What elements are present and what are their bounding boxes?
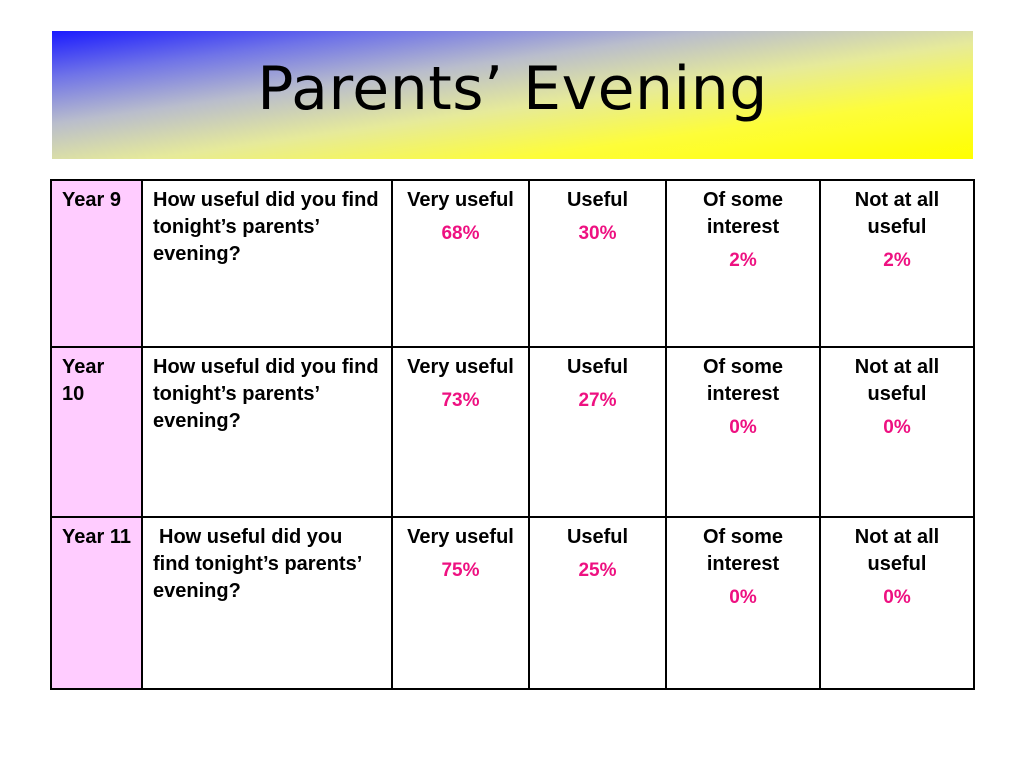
option-percent: 30% <box>578 223 617 244</box>
option-useful <box>529 180 666 347</box>
option-of-some-interest <box>666 517 820 689</box>
option-percent: 75% <box>441 560 480 581</box>
option-very-useful <box>392 517 529 689</box>
year-label: Year 10 <box>51 347 142 517</box>
option-not-at-all-useful <box>820 517 974 689</box>
option-useful <box>529 517 666 689</box>
option-label: Useful <box>566 189 629 211</box>
option-percent: 0% <box>729 417 757 438</box>
survey-results-table <box>50 179 975 690</box>
option-not-at-all-useful <box>820 180 974 347</box>
option-percent: 27% <box>578 390 617 411</box>
option-percent: 2% <box>729 250 757 271</box>
option-label: Not at all useful <box>854 356 940 405</box>
option-label: Of some interest <box>702 356 784 405</box>
option-percent: 0% <box>883 587 911 608</box>
table-row-year-11 <box>51 517 974 689</box>
option-label: Useful <box>566 526 629 548</box>
option-percent: 73% <box>441 390 480 411</box>
option-percent: 25% <box>578 560 617 581</box>
option-of-some-interest <box>666 347 820 517</box>
option-useful <box>529 347 666 517</box>
option-label: Of some interest <box>702 189 784 238</box>
year-label: Year 11 <box>51 517 142 689</box>
option-label: Not at all useful <box>854 526 940 575</box>
option-percent: 68% <box>441 223 480 244</box>
option-label: Very useful <box>407 526 514 548</box>
question-text: How useful did you find tonight’s parents’ evening? <box>142 347 392 517</box>
option-very-useful <box>392 347 529 517</box>
option-of-some-interest <box>666 180 820 347</box>
year-label: Year 9 <box>51 180 142 347</box>
option-label: Of some interest <box>702 526 784 575</box>
option-percent: 2% <box>883 250 911 271</box>
option-label: Very useful <box>407 189 514 211</box>
page-title: Parents’ Evening <box>257 54 768 124</box>
table-row-year-10 <box>51 347 974 517</box>
question-text: How useful did you find tonight’s parents’ evening? <box>153 526 362 602</box>
title-banner <box>52 31 973 159</box>
option-percent: 0% <box>729 587 757 608</box>
option-very-useful <box>392 180 529 347</box>
option-not-at-all-useful <box>820 347 974 517</box>
question-text: How useful did you find tonight’s parents’ evening? <box>142 180 392 347</box>
question-cell <box>142 517 392 689</box>
option-label: Useful <box>566 356 629 378</box>
option-percent: 0% <box>883 417 911 438</box>
option-label: Very useful <box>407 356 514 378</box>
option-label: Not at all useful <box>854 189 940 238</box>
table-row-year-9 <box>51 180 974 347</box>
